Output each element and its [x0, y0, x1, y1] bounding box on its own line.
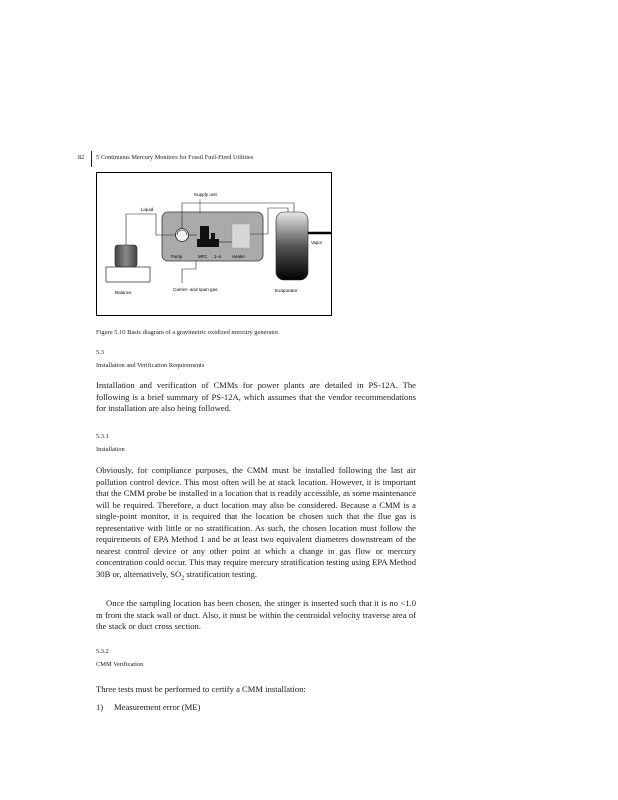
- page-header: [78, 151, 438, 165]
- subsection-title: CMM Verification: [96, 661, 144, 668]
- figure-caption: Figure 5.10 Basic diagram of a gravimetric oxidized mercury generator.: [96, 329, 280, 336]
- paragraph: Three tests must be performed to certify a CMM installation:: [96, 684, 306, 694]
- figure-diagram: [96, 172, 332, 316]
- subsection-number: 5.3.1: [96, 433, 109, 440]
- running-head: 5 Continuous Mercury Monitors for Fossil Fuel-Fired Utilities: [96, 154, 254, 161]
- paragraph: Installation and verification of CMMs for power plants are detailed in PS-12A. The following is a brief summary of PS-12A, which assumes that the vendor recommendations for installation are also being followed.: [96, 380, 416, 414]
- label-evaporator: Evaporator: [275, 288, 298, 293]
- list-item-text: Measurement error (ME): [114, 702, 201, 712]
- paragraph: Once the sampling location has been chosen, the stinger is inserted such that it is no <1.0 m from the stack wall or duct. Also, it must be within the centroidal velocity traverse area of the stack or duct cross section.: [96, 598, 416, 632]
- label-heater: Heater: [232, 254, 245, 259]
- heater-icon: [232, 224, 250, 248]
- page-number: 82: [78, 154, 85, 161]
- balance-icon: [106, 267, 150, 282]
- list-item-number: 1): [96, 702, 104, 712]
- label-carrier-gas: Carrier- and span gas: [173, 287, 218, 292]
- section-title: Installation and Verification Requirements: [96, 362, 205, 369]
- generator-diagram: [96, 172, 332, 316]
- label-mfc: MFC: [198, 254, 208, 259]
- evaporator-icon: [276, 212, 308, 280]
- liquid-bottle-icon: [115, 245, 137, 267]
- header-divider: [91, 151, 92, 167]
- pump-icon: [176, 229, 189, 242]
- label-mfc-range: 1–4: [214, 254, 222, 259]
- label-balance: Balance: [115, 290, 132, 295]
- paragraph: Obviously, for compliance purposes, the CMM must be installed following the last air pollution control device. This most often will be at stack location. However, it is important that the CMM probe be installed in a location that is readily accessible, as some maintenance will be required. Therefore, a duct location may also be considered. Because a CMM is a single-point monitor, it is required that the location be chosen such that the flue gas is representative with little or no stratification. As such, the chosen location must follow the requirements of EPA Method 1 and be at least two equivalent diameters downstream of the nearest control device or any other point at which a change in gas flow or mercury concentration could occur. This may require mercury stratification testing using EPA Method 30B or, alternatively, $SO_2$ stratification testing.: [96, 465, 416, 582]
- label-supply-unit: Supply unit: [194, 192, 217, 197]
- label-pump: Pump: [171, 254, 183, 259]
- section-number: 5.3: [96, 349, 104, 356]
- label-liquid: Liquid: [141, 207, 154, 212]
- list-item: [96, 702, 200, 712]
- subsection-title: Installation: [96, 446, 125, 453]
- label-vapor: Vapor: [311, 240, 323, 245]
- subsection-number: 5.3.2: [96, 648, 109, 655]
